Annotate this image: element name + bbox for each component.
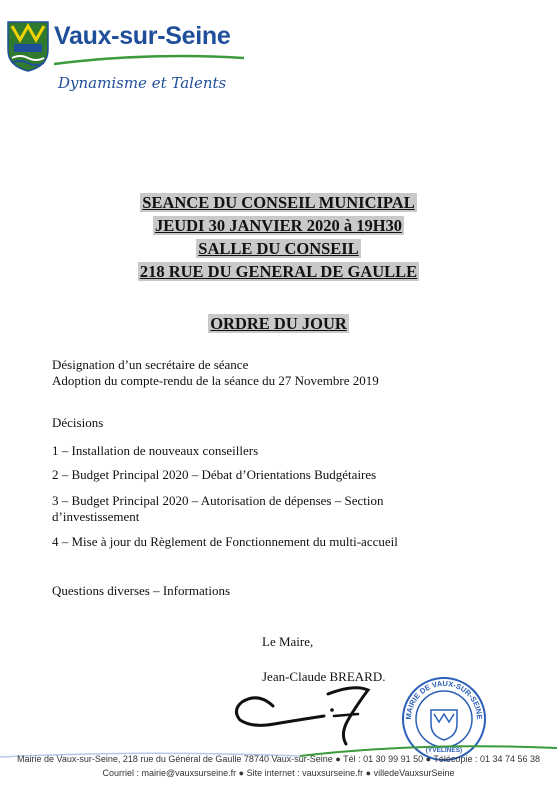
other-questions: Questions diverses – Informations <box>52 583 231 598</box>
town-slogan: Dynamisme et Talents <box>58 74 227 92</box>
meeting-title: SEANCE DU CONSEIL MUNICIPAL <box>142 193 415 212</box>
signatory-name: Jean-Claude BREARD. <box>262 669 386 684</box>
stamp-text: MAIRIE DE VAUX-SUR-SEINE <box>403 678 485 720</box>
footer-address: Mairie de Vaux-sur-Seine, 218 rue du Général de Gaulle 78740 Vaux-sur-Seine ● Tél : 01 30 99 91 50 ● Télécopie : 01 34 74 56 38 <box>16 754 541 764</box>
town-name: Vaux-sur-Seine <box>54 22 231 50</box>
meeting-room: SALLE DU CONSEIL <box>198 239 359 258</box>
logo-swoosh <box>54 54 244 66</box>
decision-item-continuation: d’investissement <box>52 509 140 524</box>
stamp-subtext: (YVELINES) <box>425 747 463 754</box>
signatory-role: Le Maire, <box>262 634 314 649</box>
meeting-address: 218 RUE DU GENERAL DE GAULLE <box>139 262 418 281</box>
decision-item: 1 – Installation de nouveaux conseillers <box>52 443 259 458</box>
town-logo <box>6 20 246 92</box>
decisions-heading: Décisions <box>52 415 104 430</box>
handwritten-signature <box>228 676 388 748</box>
decision-item: 2 – Budget Principal 2020 – Débat d’Orientations Budgétaires <box>52 467 377 482</box>
decision-item: 4 – Mise à jour du Règlement de Fonctionnement du multi-accueil <box>52 534 398 549</box>
agenda-item-minutes: Adoption du compte-rendu de la séance du 27 Novembre 2019 <box>52 373 379 388</box>
meeting-date: JEUDI 30 JANVIER 2020 à 19H30 <box>154 216 403 235</box>
agenda-title: ORDRE DU JOUR <box>210 314 347 333</box>
decision-item: 3 – Budget Principal 2020 – Autorisation de dépenses – Section <box>52 493 384 508</box>
town-crest-icon <box>6 20 50 72</box>
agenda-item-secretary: Désignation d’un secrétaire de séance <box>52 357 249 372</box>
footer-contact: Courriel : mairie@vauxsurseine.fr ● Site internet : vauxsurseine.fr ● villedeVauxsurSeine <box>102 768 455 778</box>
